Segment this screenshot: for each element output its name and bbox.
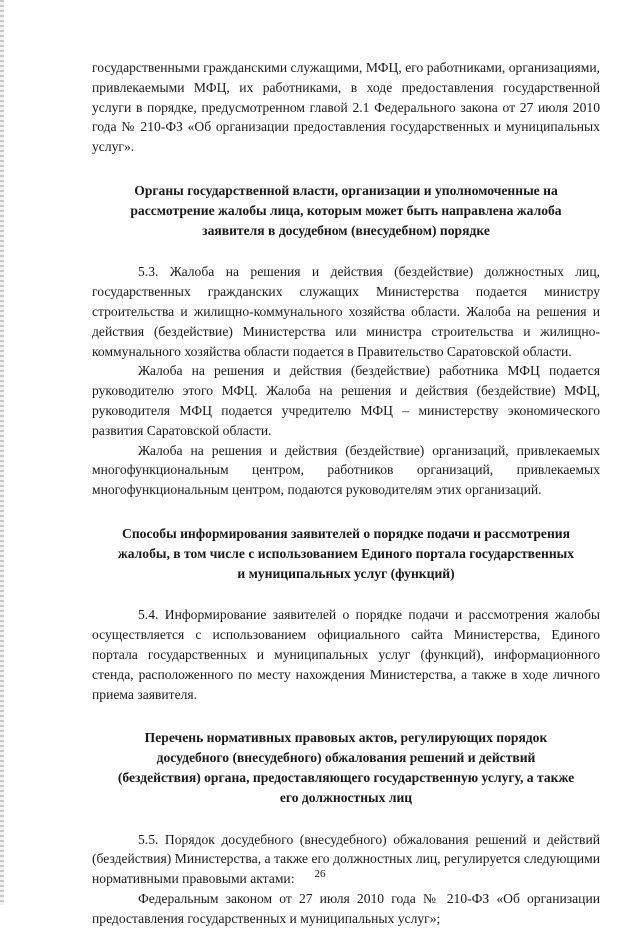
section-heading-complaint-bodies: Органы государственной власти, организации и уполномоченные на рассмотрение жалобы лица, которым может быть направлена жалоба заявителя в досудебном (внесудебном) порядке bbox=[130, 182, 562, 238]
section-heading-legal-acts: Перечень нормативных правовых актов, регулирующих порядок досудебного (внесудебного) обжалования решений и действий (бездействия) органа, предоставляющего государственную услугу, а также его должностных лиц bbox=[117, 730, 575, 805]
page-number: 26 bbox=[314, 868, 326, 880]
section-heading-informing: Способы информирования заявителей о порядке подачи и рассмотрения жалобы, в том числе с использованием Единого портала государственных и муниципальных услуг (функций) bbox=[117, 525, 575, 581]
continuation-paragraph: государственными гражданскими служащими, МФЦ, его работниками, организациями, привлекаемыми МФЦ, их работниками, в ходе предоставления государственной услуги в порядке, предусмотренном главой 2.1 Федерального закона от 27 июля 2010 года № 210-ФЗ «Об организации предоставления государственных и муниципальных услуг». bbox=[92, 60, 600, 155]
paragraph-mfc-complaint: Жалоба на решения и действия (бездействие) работника МФЦ подается руководителю этого МФЦ. Жалоба на решения и действия (бездействие) МФЦ, руководителя МФЦ подается учредителю МФЦ – министерству экономического развития Саратовской области. bbox=[92, 363, 600, 438]
spacer bbox=[92, 500, 600, 524]
spacer bbox=[92, 808, 600, 830]
spacer bbox=[92, 240, 600, 262]
paragraph-5-4: 5.4. Информирование заявителей о порядке подачи и рассмотрения жалобы осуществляется с использованием официального сайта Министерства, Единого портала государственных и муниципальных услуг (функций), информационного стенда, расположенного по месту нахождения Министерства, а также в ходе личного приема заявителя. bbox=[92, 607, 600, 702]
paragraph-5-3: 5.3. Жалоба на решения и действия (бездействие) должностных лиц, государственных гражданских служащих Министерства подается министру строительства и жилищно-коммунального хозяйства области. Жалоба на решения и действия (бездействие) Министерства или министра строительства и жилищно-коммунального хозяйства области подается в Правительство Саратовской области. bbox=[92, 264, 600, 359]
paragraph-5-5: 5.5. Порядок досудебного (внесудебного) обжалования решений и действий (бездействия) Министерства, а также его должностных лиц, регулируется следующими нормативными правовыми актами: bbox=[92, 831, 600, 887]
spacer bbox=[92, 704, 600, 728]
scan-edge bbox=[0, 0, 4, 905]
spacer bbox=[92, 583, 600, 605]
document-page bbox=[92, 58, 600, 928]
paragraph-organizations-complaint: Жалоба на решения и действия (бездействие) организаций, привлекаемых многофункциональным центром, работников организаций, привлекаемых многофункциональным центром, подаются руководителям этих организаций. bbox=[92, 442, 600, 498]
paragraph-federal-law: Федеральным законом от 27 июля 2010 года № 210-ФЗ «Об организации предоставления государственных и муниципальных услуг»; bbox=[92, 890, 600, 926]
spacer bbox=[92, 157, 600, 181]
